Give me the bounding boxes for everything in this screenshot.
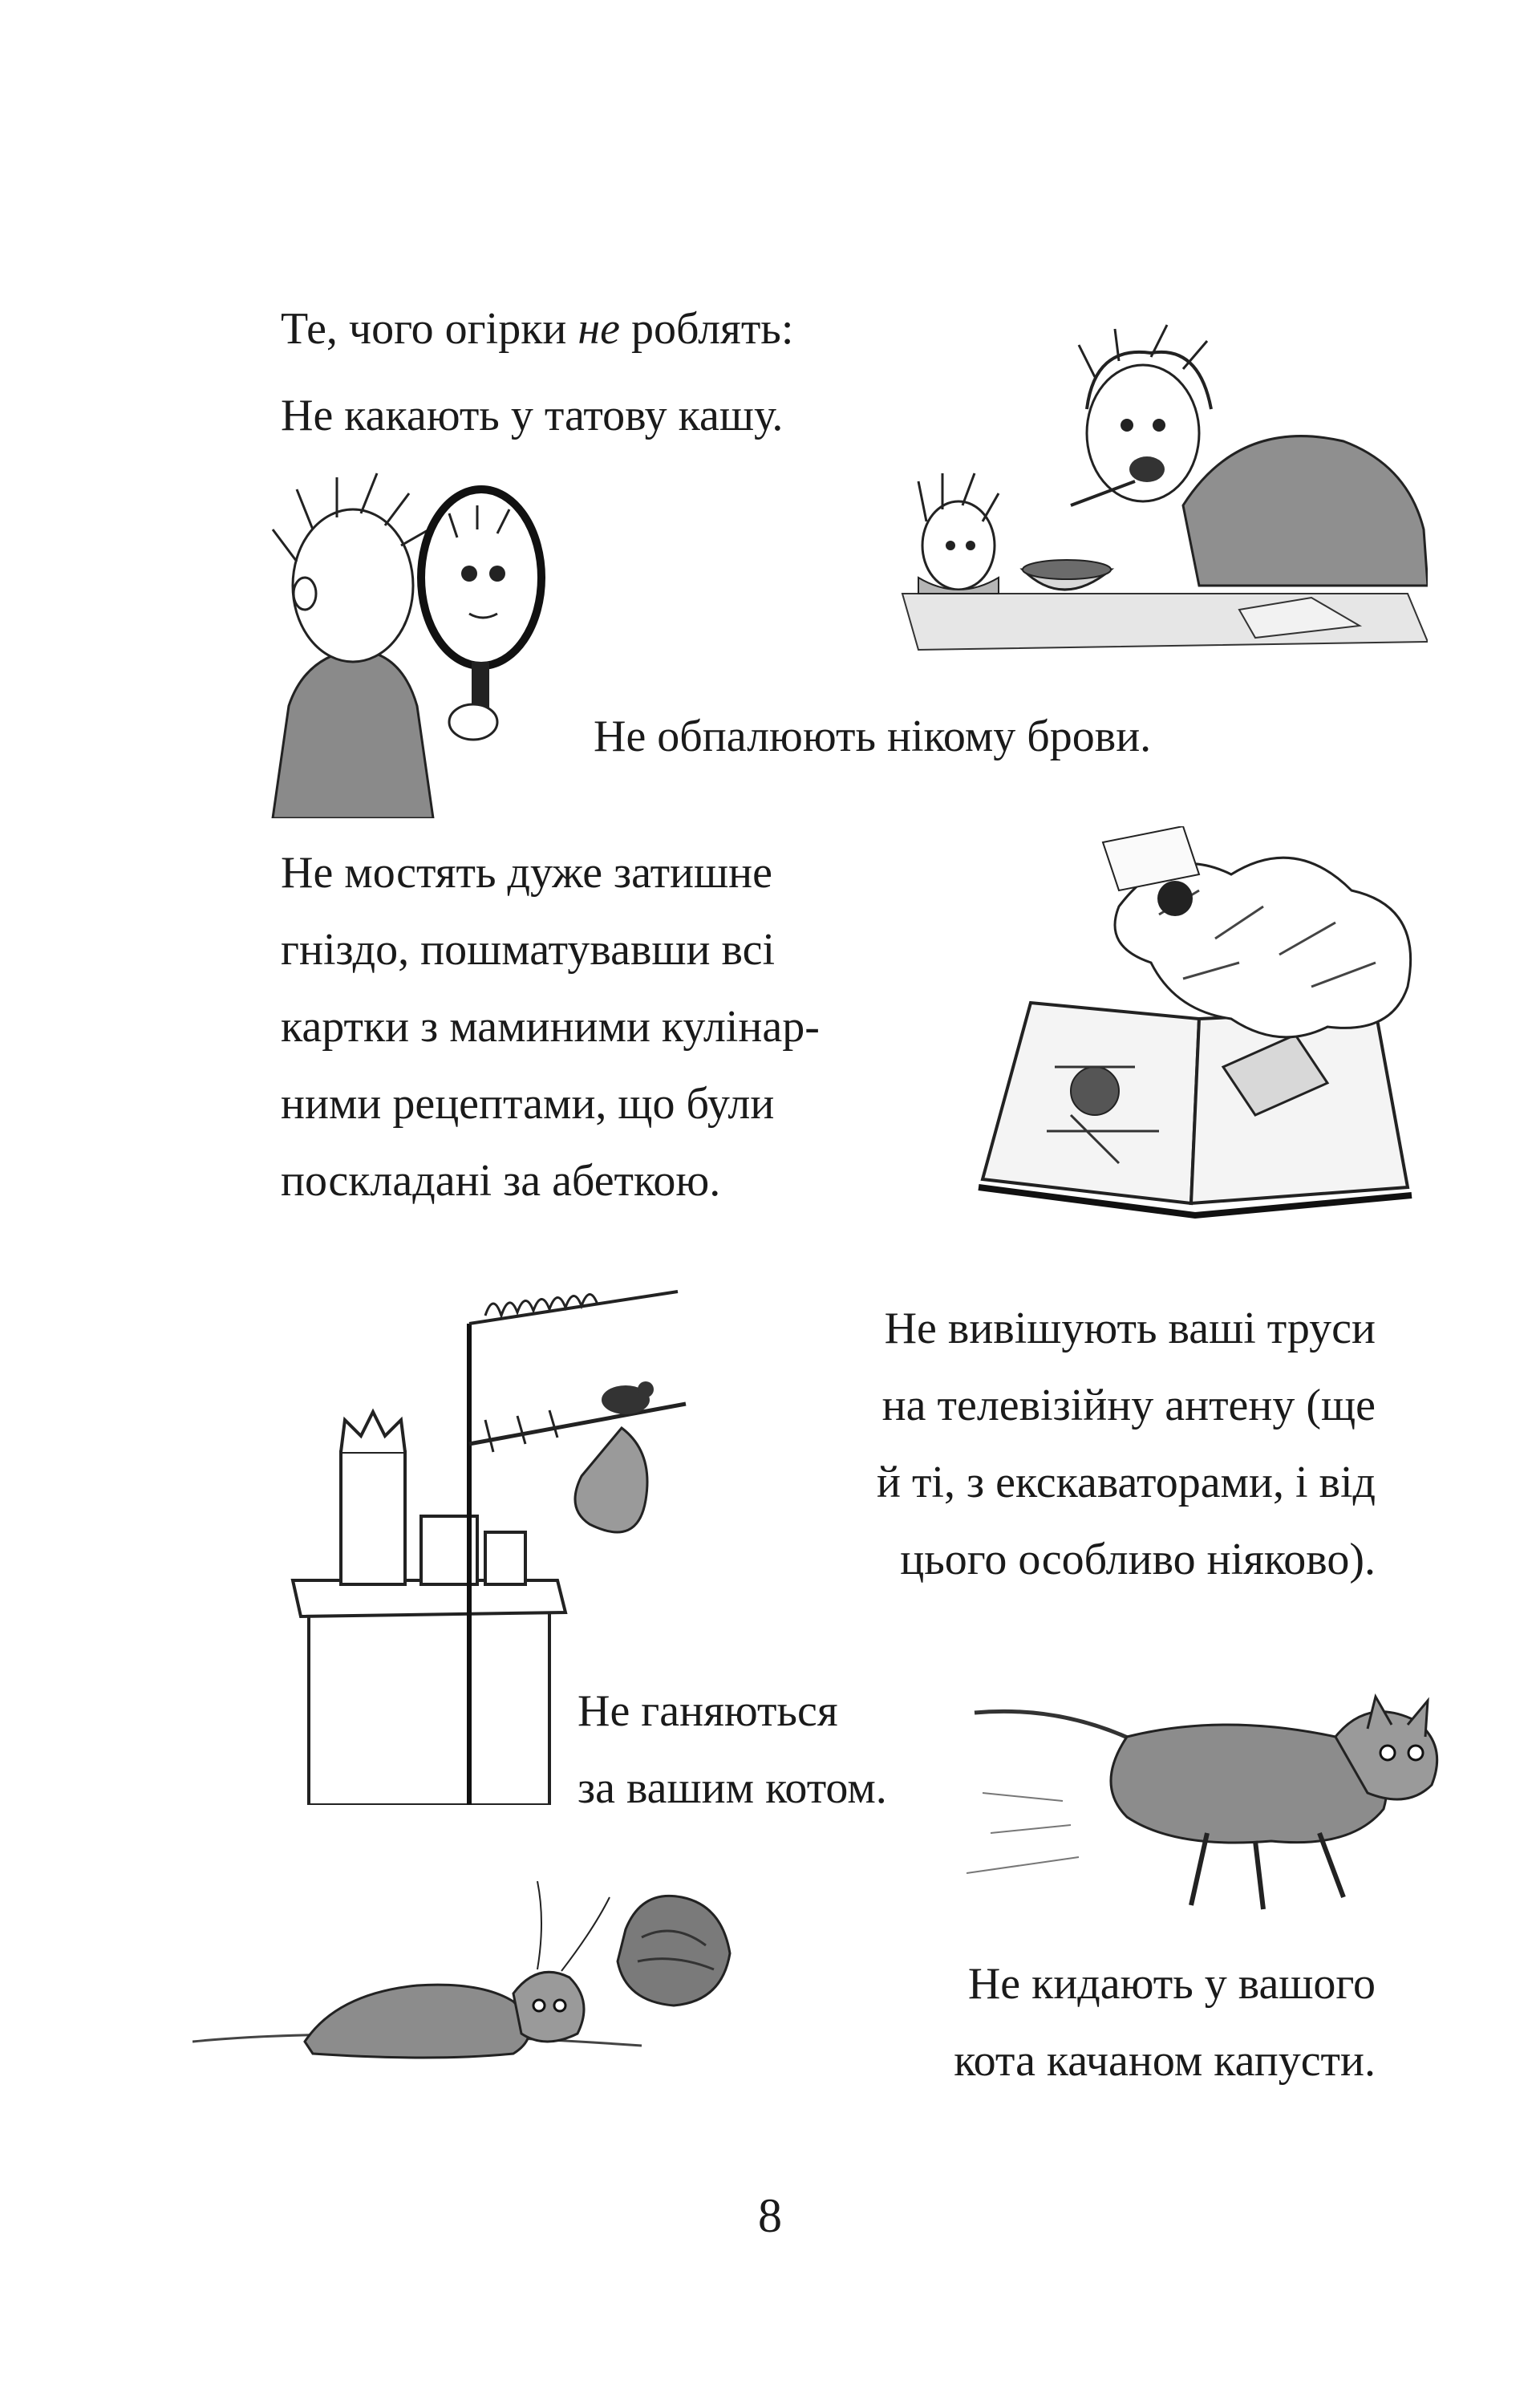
boy-mirror-illustration xyxy=(257,465,594,818)
running-cat-illustration xyxy=(967,1681,1456,1921)
line: гніздо, пошматувавши всі xyxy=(281,925,775,975)
page-number: 8 xyxy=(758,2189,782,2242)
line: Не вивішують ваші труси xyxy=(884,1304,1376,1353)
line: на телевізійну антену (ще xyxy=(881,1381,1376,1430)
line: кота качаном капусти. xyxy=(954,2036,1376,2086)
line: й ті, з екскаваторами, і від xyxy=(876,1458,1376,1507)
item-eyebrows xyxy=(594,698,1151,775)
intro-text-start: Те, чого огірки xyxy=(281,304,578,354)
line: картки з маминими кулінар- xyxy=(281,1002,820,1052)
line: Не какають у татову кашу. xyxy=(281,391,784,440)
line: поскладані за абеткою. xyxy=(281,1156,721,1206)
intro-line xyxy=(281,290,793,367)
item-porridge xyxy=(281,377,783,454)
dad-porridge-illustration xyxy=(894,321,1428,658)
item-cabbage xyxy=(954,1945,1376,2099)
line: за вашим котом. xyxy=(578,1763,887,1813)
chimney-antenna-illustration xyxy=(285,1259,702,1805)
item-underpants xyxy=(877,1290,1376,1598)
cat-cabbage-illustration xyxy=(192,1881,754,2090)
line: ними рецептами, що були xyxy=(281,1079,775,1129)
line: Не ганяються xyxy=(578,1686,838,1736)
line: Не мостять дуже затишне xyxy=(281,848,772,898)
recipe-book-illustration xyxy=(975,826,1432,1227)
line: цього особливо ніяково). xyxy=(900,1535,1376,1584)
intro-emphasis: не xyxy=(578,304,621,354)
line: Не обпалюють нікому брови. xyxy=(594,712,1152,761)
item-nest xyxy=(281,834,820,1219)
line: Не кидають у вашого xyxy=(967,1959,1376,2009)
intro-text-end: роблять: xyxy=(620,304,794,354)
